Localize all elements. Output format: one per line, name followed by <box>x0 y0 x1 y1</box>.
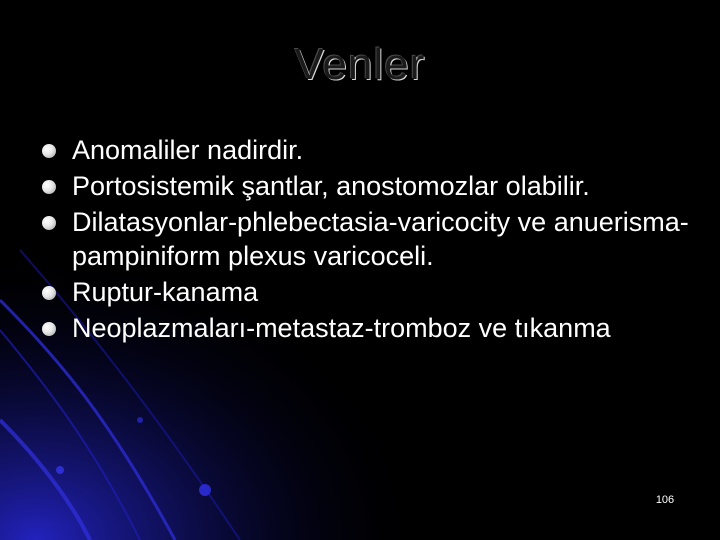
bullet-icon <box>42 216 56 230</box>
bullet-item <box>42 205 702 273</box>
bullet-item <box>42 133 702 167</box>
bullet-text: Dilatasyonlar-phlebectasia-varicocity ve anuerisma-pampiniform plexus varicoceli. <box>72 207 689 271</box>
page-number: 106 <box>655 494 675 506</box>
slide-title: Venler <box>294 40 426 89</box>
bullet-icon <box>42 144 56 158</box>
bullet-icon <box>42 180 56 194</box>
bullet-item <box>42 275 702 309</box>
bullet-text: Portosistemik şantlar, anostomozlar olabilir. <box>72 171 590 201</box>
bullet-list <box>42 133 702 347</box>
bullet-item <box>42 169 702 203</box>
bullet-item <box>42 311 702 345</box>
bullet-text: Anomaliler nadirdir. <box>72 135 304 165</box>
bullet-icon <box>42 286 56 300</box>
bullet-text: Neoplazmaları-metastaz-tromboz ve tıkanma <box>72 313 611 343</box>
bullet-text: Ruptur-kanama <box>72 277 259 307</box>
bullet-icon <box>42 322 56 336</box>
